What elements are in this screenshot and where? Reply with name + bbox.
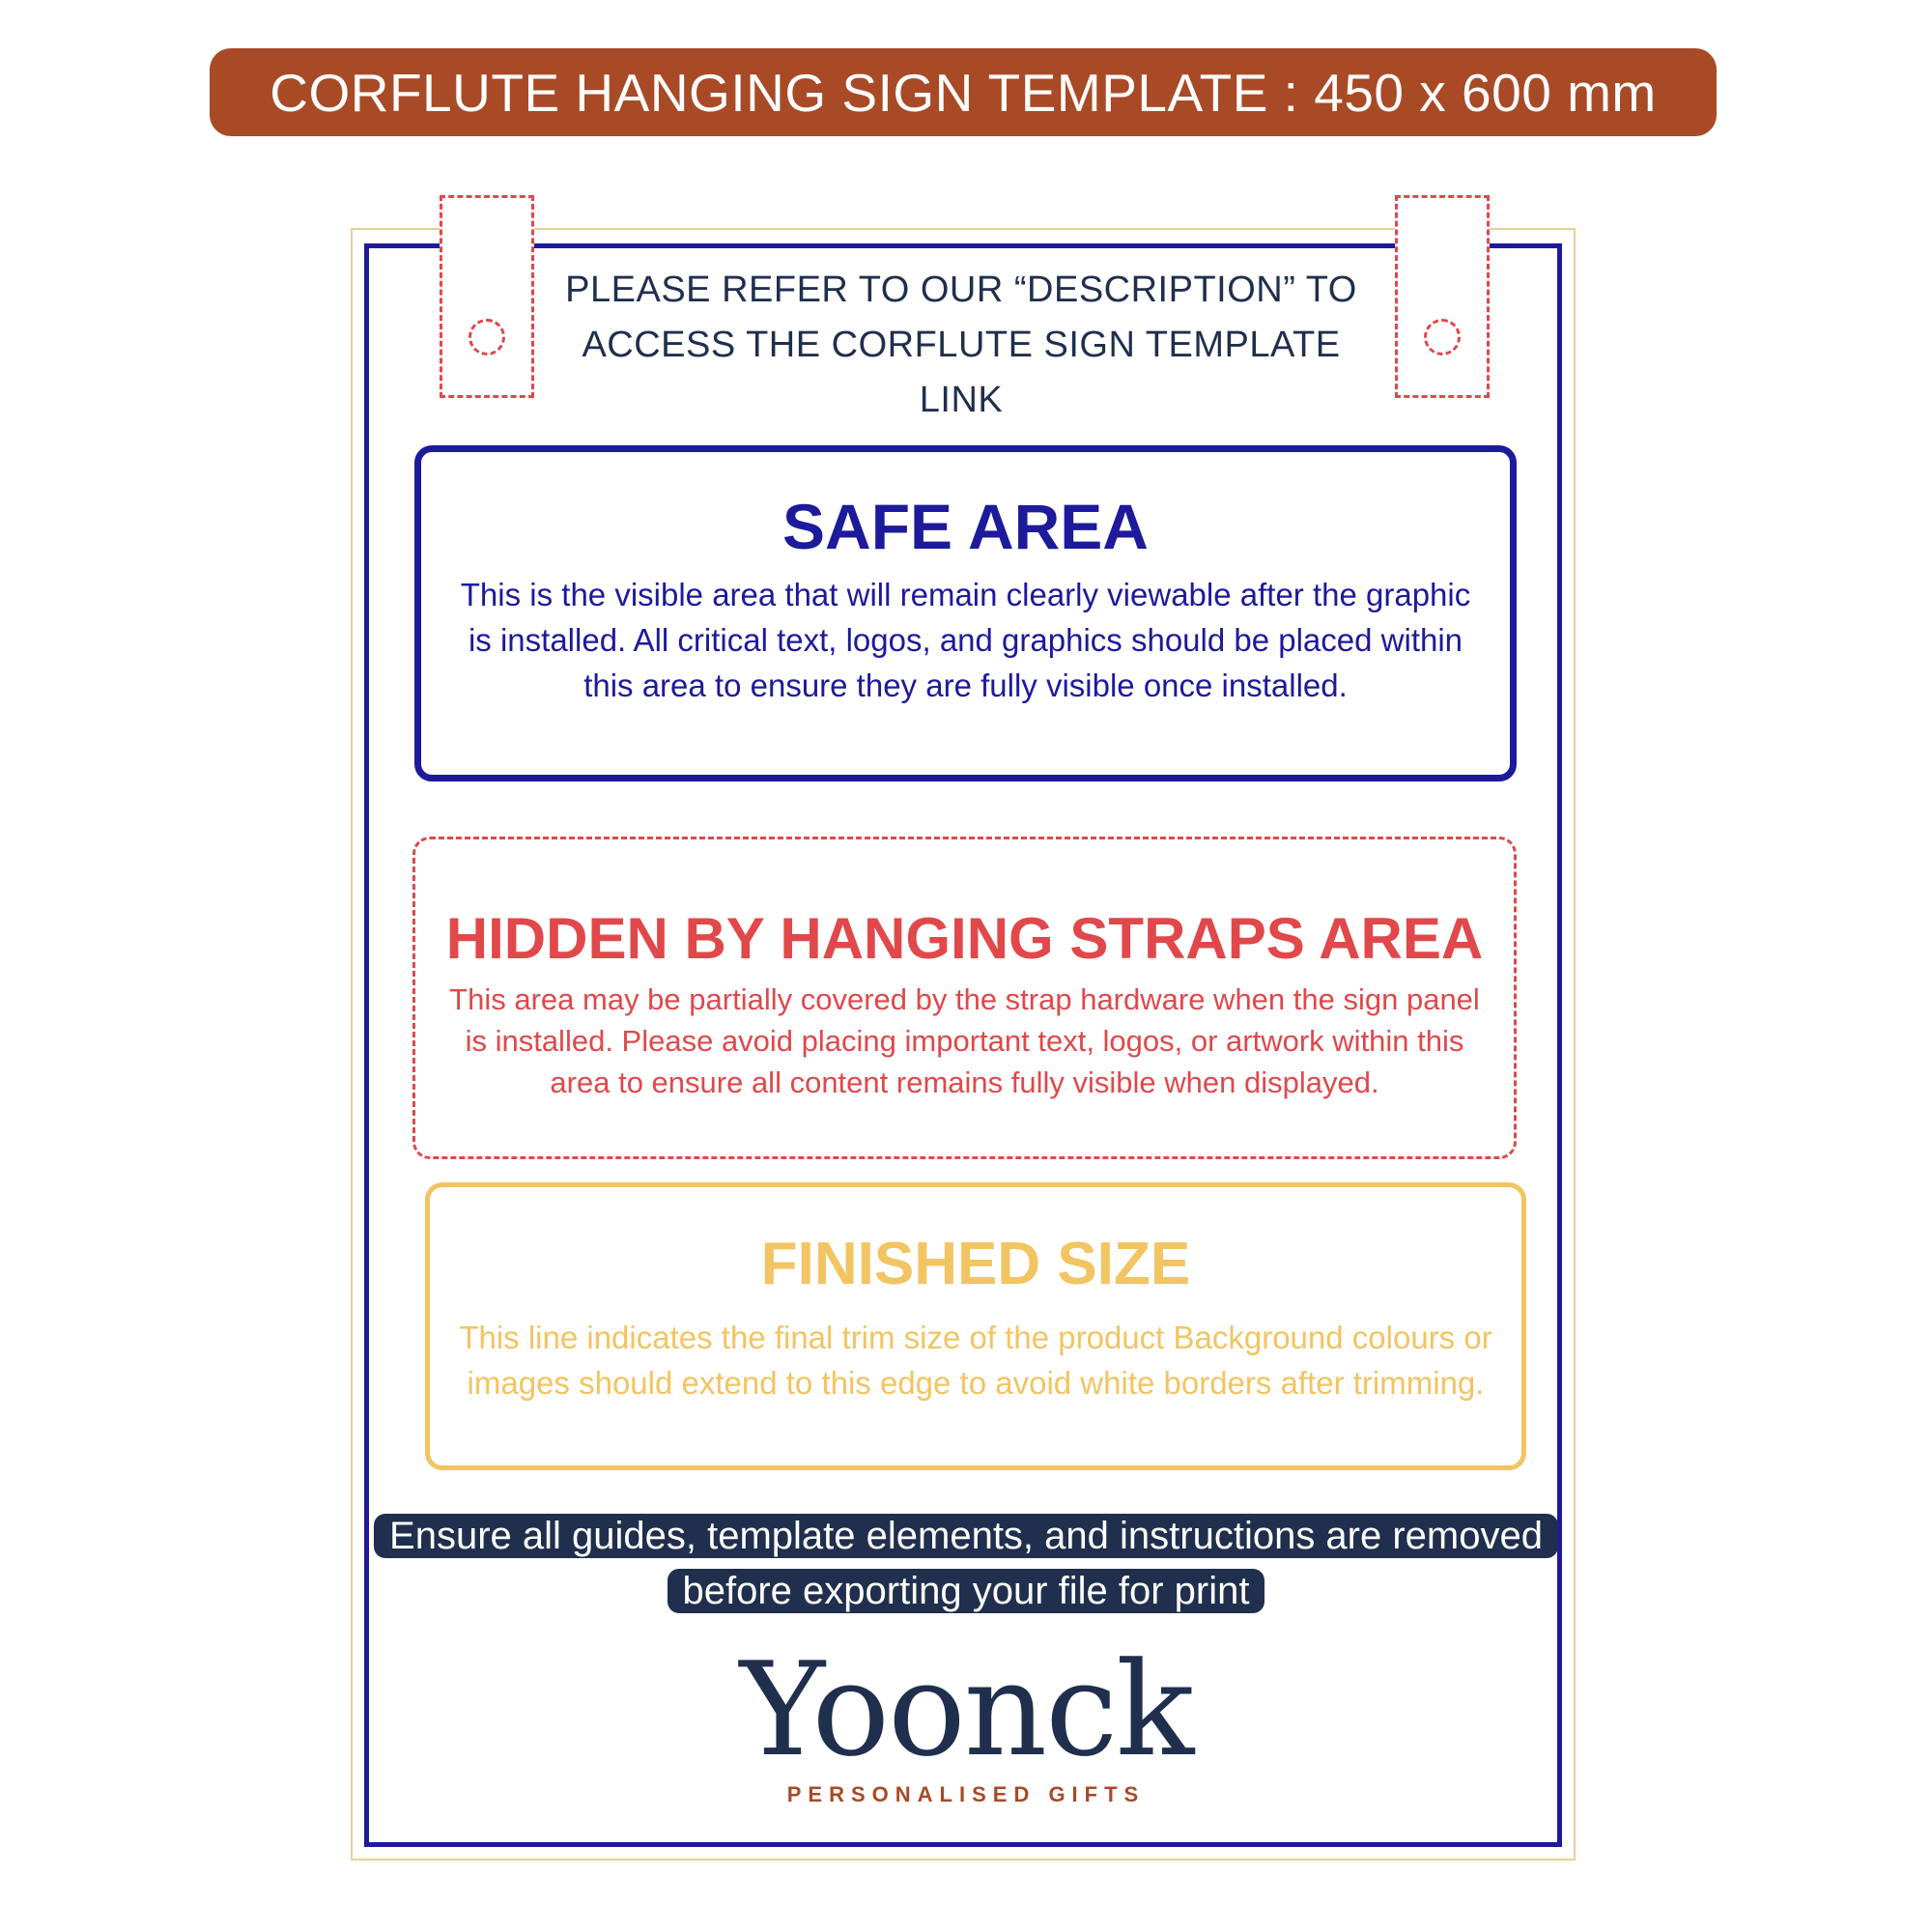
- brand-logo-tagline: PERSONALISED GIFTS: [786, 1782, 1146, 1806]
- brand-logo-wordmark: Yoonck: [739, 1634, 1193, 1785]
- finished-size-panel: [425, 1182, 1526, 1470]
- left-strap-hole-zone: [440, 195, 534, 398]
- right-strap-hole-zone: [1395, 195, 1490, 398]
- safe-area-description: This is the visible area that will remain clearly viewable after the graphic is installed. All critical text, logos, and graphics should be placed within this area to ensure they are fully visible once installed.: [460, 577, 1471, 703]
- template-title-banner: [210, 48, 1717, 136]
- finished-size-description: This line indicates the final trim size of the product Background colours or images should extend to this edge to avoid white borders after trimming.: [459, 1320, 1492, 1401]
- export-notice-text: Ensure all guides, template elements, and instructions are removed before exporting your file for print: [374, 1514, 1558, 1613]
- safe-area-heading: SAFE AREA: [782, 491, 1149, 562]
- description-reference-text: PLEASE REFER TO OUR “DESCRIPTION” TO ACCESS THE CORFLUTE SIGN TEMPLATE LINK: [565, 270, 1357, 420]
- right-strap-hole-icon: [1424, 319, 1461, 355]
- export-notice: [367, 1509, 1565, 1619]
- template-title: CORFLUTE HANGING SIGN TEMPLATE : 450 x 600 mm: [270, 62, 1657, 123]
- hidden-strap-area-panel: [412, 837, 1517, 1159]
- hidden-strap-area-heading: HIDDEN BY HANGING STRAPS AREA: [445, 906, 1484, 971]
- finished-size-heading: FINISHED SIZE: [760, 1231, 1191, 1297]
- hidden-strap-area-description: This area may be partially covered by the strap hardware when the sign panel is installed. Please avoid placing important text, logos, or artwork within this area to ensure all content remains fully visible when displayed.: [449, 982, 1480, 1099]
- safe-area-panel: [414, 445, 1517, 781]
- left-strap-hole-icon: [469, 319, 505, 355]
